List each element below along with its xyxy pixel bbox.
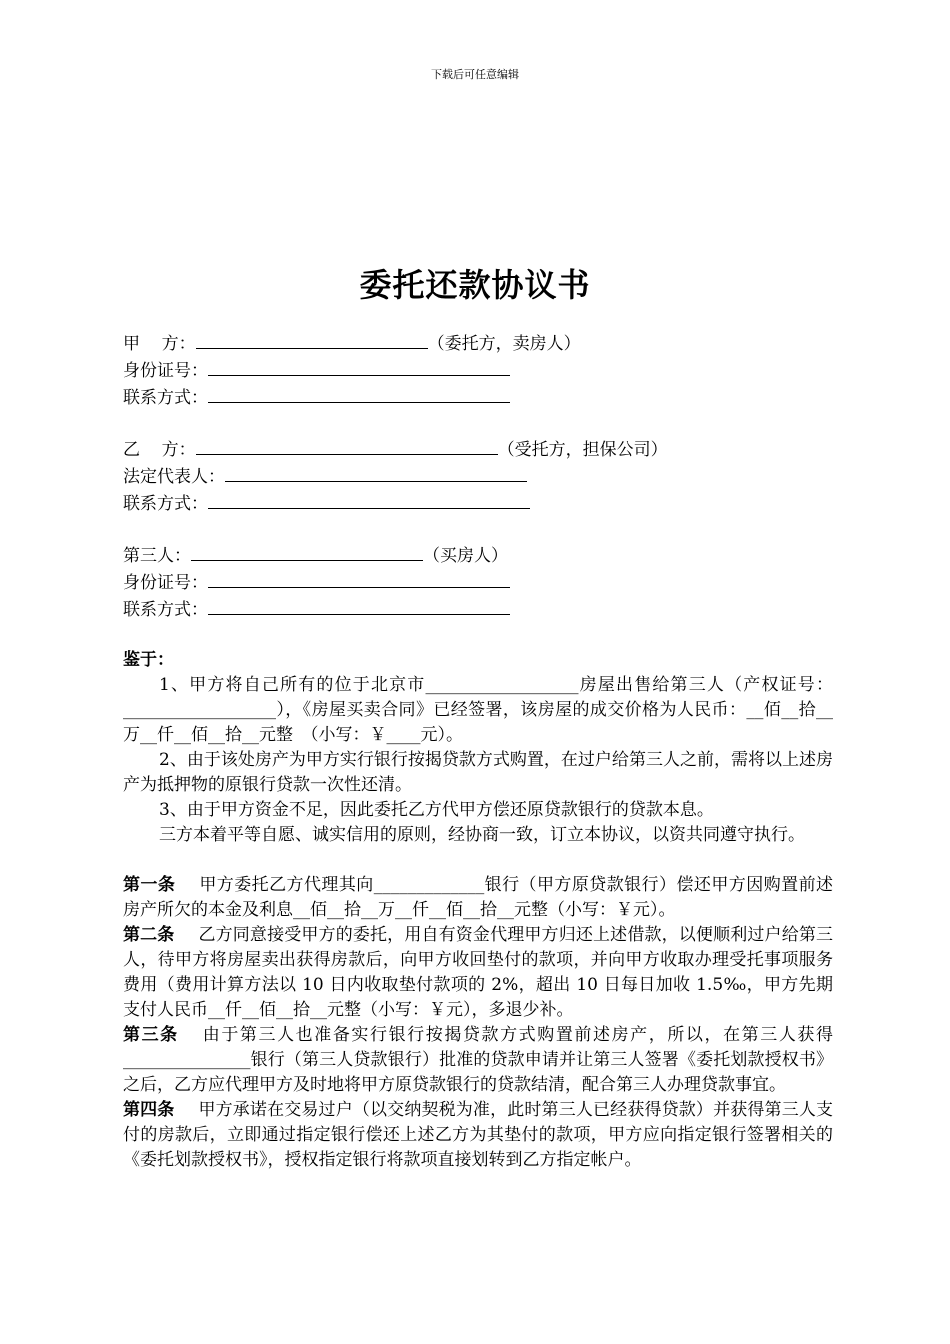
whereas-item-2: 2、由于该处房产为甲方实行银行按揭贷款方式购置，在过户给第三人之前，需将以上述房产为抵押物的原银行贷款一次性还清。 — [123, 750, 833, 795]
document-body — [123, 330, 833, 1173]
party-a-contact-label: 联系方式： — [123, 388, 208, 408]
article-4 — [123, 1098, 833, 1173]
party-b-rep-label: 法定代表人： — [123, 467, 225, 487]
party-b-contact-label: 联系方式： — [123, 494, 208, 514]
third-party-id-line — [123, 569, 833, 596]
article-1-label: 第一条 — [123, 875, 176, 895]
article-2-label: 第二条 — [123, 925, 175, 945]
third-party-line — [123, 542, 833, 569]
party-a-blank — [196, 330, 428, 349]
whereas-heading: 鉴于： — [123, 650, 174, 670]
third-party-label: 第三人： — [123, 546, 191, 566]
whereas-item-1: 1、甲方将自己所有的位于北京市__________________房屋出售给第三人（产权证号：__________________），《房屋买卖合同》已经签署，该房屋的成交价格为人民币：__佰__拾__万__仟__佰__拾__元整 （小写：￥____元）。 — [123, 675, 833, 745]
whereas-item-3: 3、由于甲方资金不足，因此委托乙方代甲方偿还原贷款银行的贷款本息。 — [159, 800, 714, 820]
third-party-id-label: 身份证号： — [123, 573, 208, 593]
article-4-label: 第四条 — [123, 1100, 175, 1120]
third-party-contact-line — [123, 596, 833, 623]
party-b-contact-line — [123, 490, 833, 517]
party-b-line — [123, 436, 833, 463]
article-1 — [123, 873, 833, 923]
party-a-id-label: 身份证号： — [123, 361, 208, 381]
article-4-text: 甲方承诺在交易过户（以交纳契税为准，此时第三人已经获得贷款）并获得第三人支付的房款后，立即通过指定银行偿还上述乙方为其垫付的款项，甲方应向指定银行签署相关的《委托划款授权书》，授权指定银行将款项直接划转到乙方指定帐户。 — [123, 1100, 834, 1170]
third-party-note: （买房人） — [423, 546, 508, 566]
party-a-id-blank — [208, 357, 510, 376]
third-party-blank — [191, 542, 423, 561]
third-party-contact-blank — [208, 596, 510, 615]
document-title: 委托还款协议书 — [359, 266, 591, 304]
party-b-blank — [196, 436, 498, 455]
article-1-text: 甲方委托乙方代理其向_____________银行（甲方原贷款银行）偿还甲方因购置前述房产所欠的本金及利息__佰__拾__万__仟__佰__拾__元整（小写：￥元）。 — [123, 875, 834, 920]
party-a-contact-line — [123, 384, 833, 411]
party-a-line — [123, 330, 833, 357]
header-note: 下载后可任意编辑 — [431, 68, 519, 81]
party-b-rep-line — [123, 463, 833, 490]
whereas-closing: 三方本着平等自愿、诚实信用的原则，经协商一致，订立本协议，以资共同遵守执行。 — [159, 825, 805, 845]
article-3-label: 第三条 — [123, 1025, 179, 1045]
party-b-label: 乙 方： — [123, 440, 196, 460]
party-a-id-line — [123, 357, 833, 384]
party-a-label: 甲 方： — [123, 334, 196, 354]
article-3-text: 由于第三人也准备实行银行按揭贷款方式购置前述房产，所以，在第三人获得_______________银行（第三人贷款银行）批准的贷款申请并让第三人签署《委托划款授权书》之后，乙方应代理甲方及时地将甲方原贷款银行的贷款结清，配合第三人办理贷款事宜。 — [123, 1025, 833, 1095]
party-b-contact-blank — [208, 490, 530, 509]
party-a-contact-blank — [208, 384, 510, 403]
third-party-id-blank — [208, 569, 510, 588]
article-2-text: 乙方同意接受甲方的委托，用自有资金代理甲方归还上述借款，以便顺利过户给第三人，待甲方将房屋卖出获得房款后，向甲方收回垫付的款项，并向甲方收取办理受托事项服务费用（费用计算方法以 10 日内收取垫付款项的 2%，超出 10 日每日加收 1.5‰，甲方先期支付人民币__仟__佰__拾__元整（小写：￥元），多退少补。 — [123, 925, 834, 1020]
party-b-note: （受托方，担保公司） — [497, 440, 668, 460]
article-3 — [123, 1023, 833, 1098]
third-party-contact-label: 联系方式： — [123, 600, 208, 620]
article-2 — [123, 923, 833, 1023]
party-b-rep-blank — [225, 463, 527, 482]
party-a-note: （委托方，卖房人） — [427, 334, 581, 354]
